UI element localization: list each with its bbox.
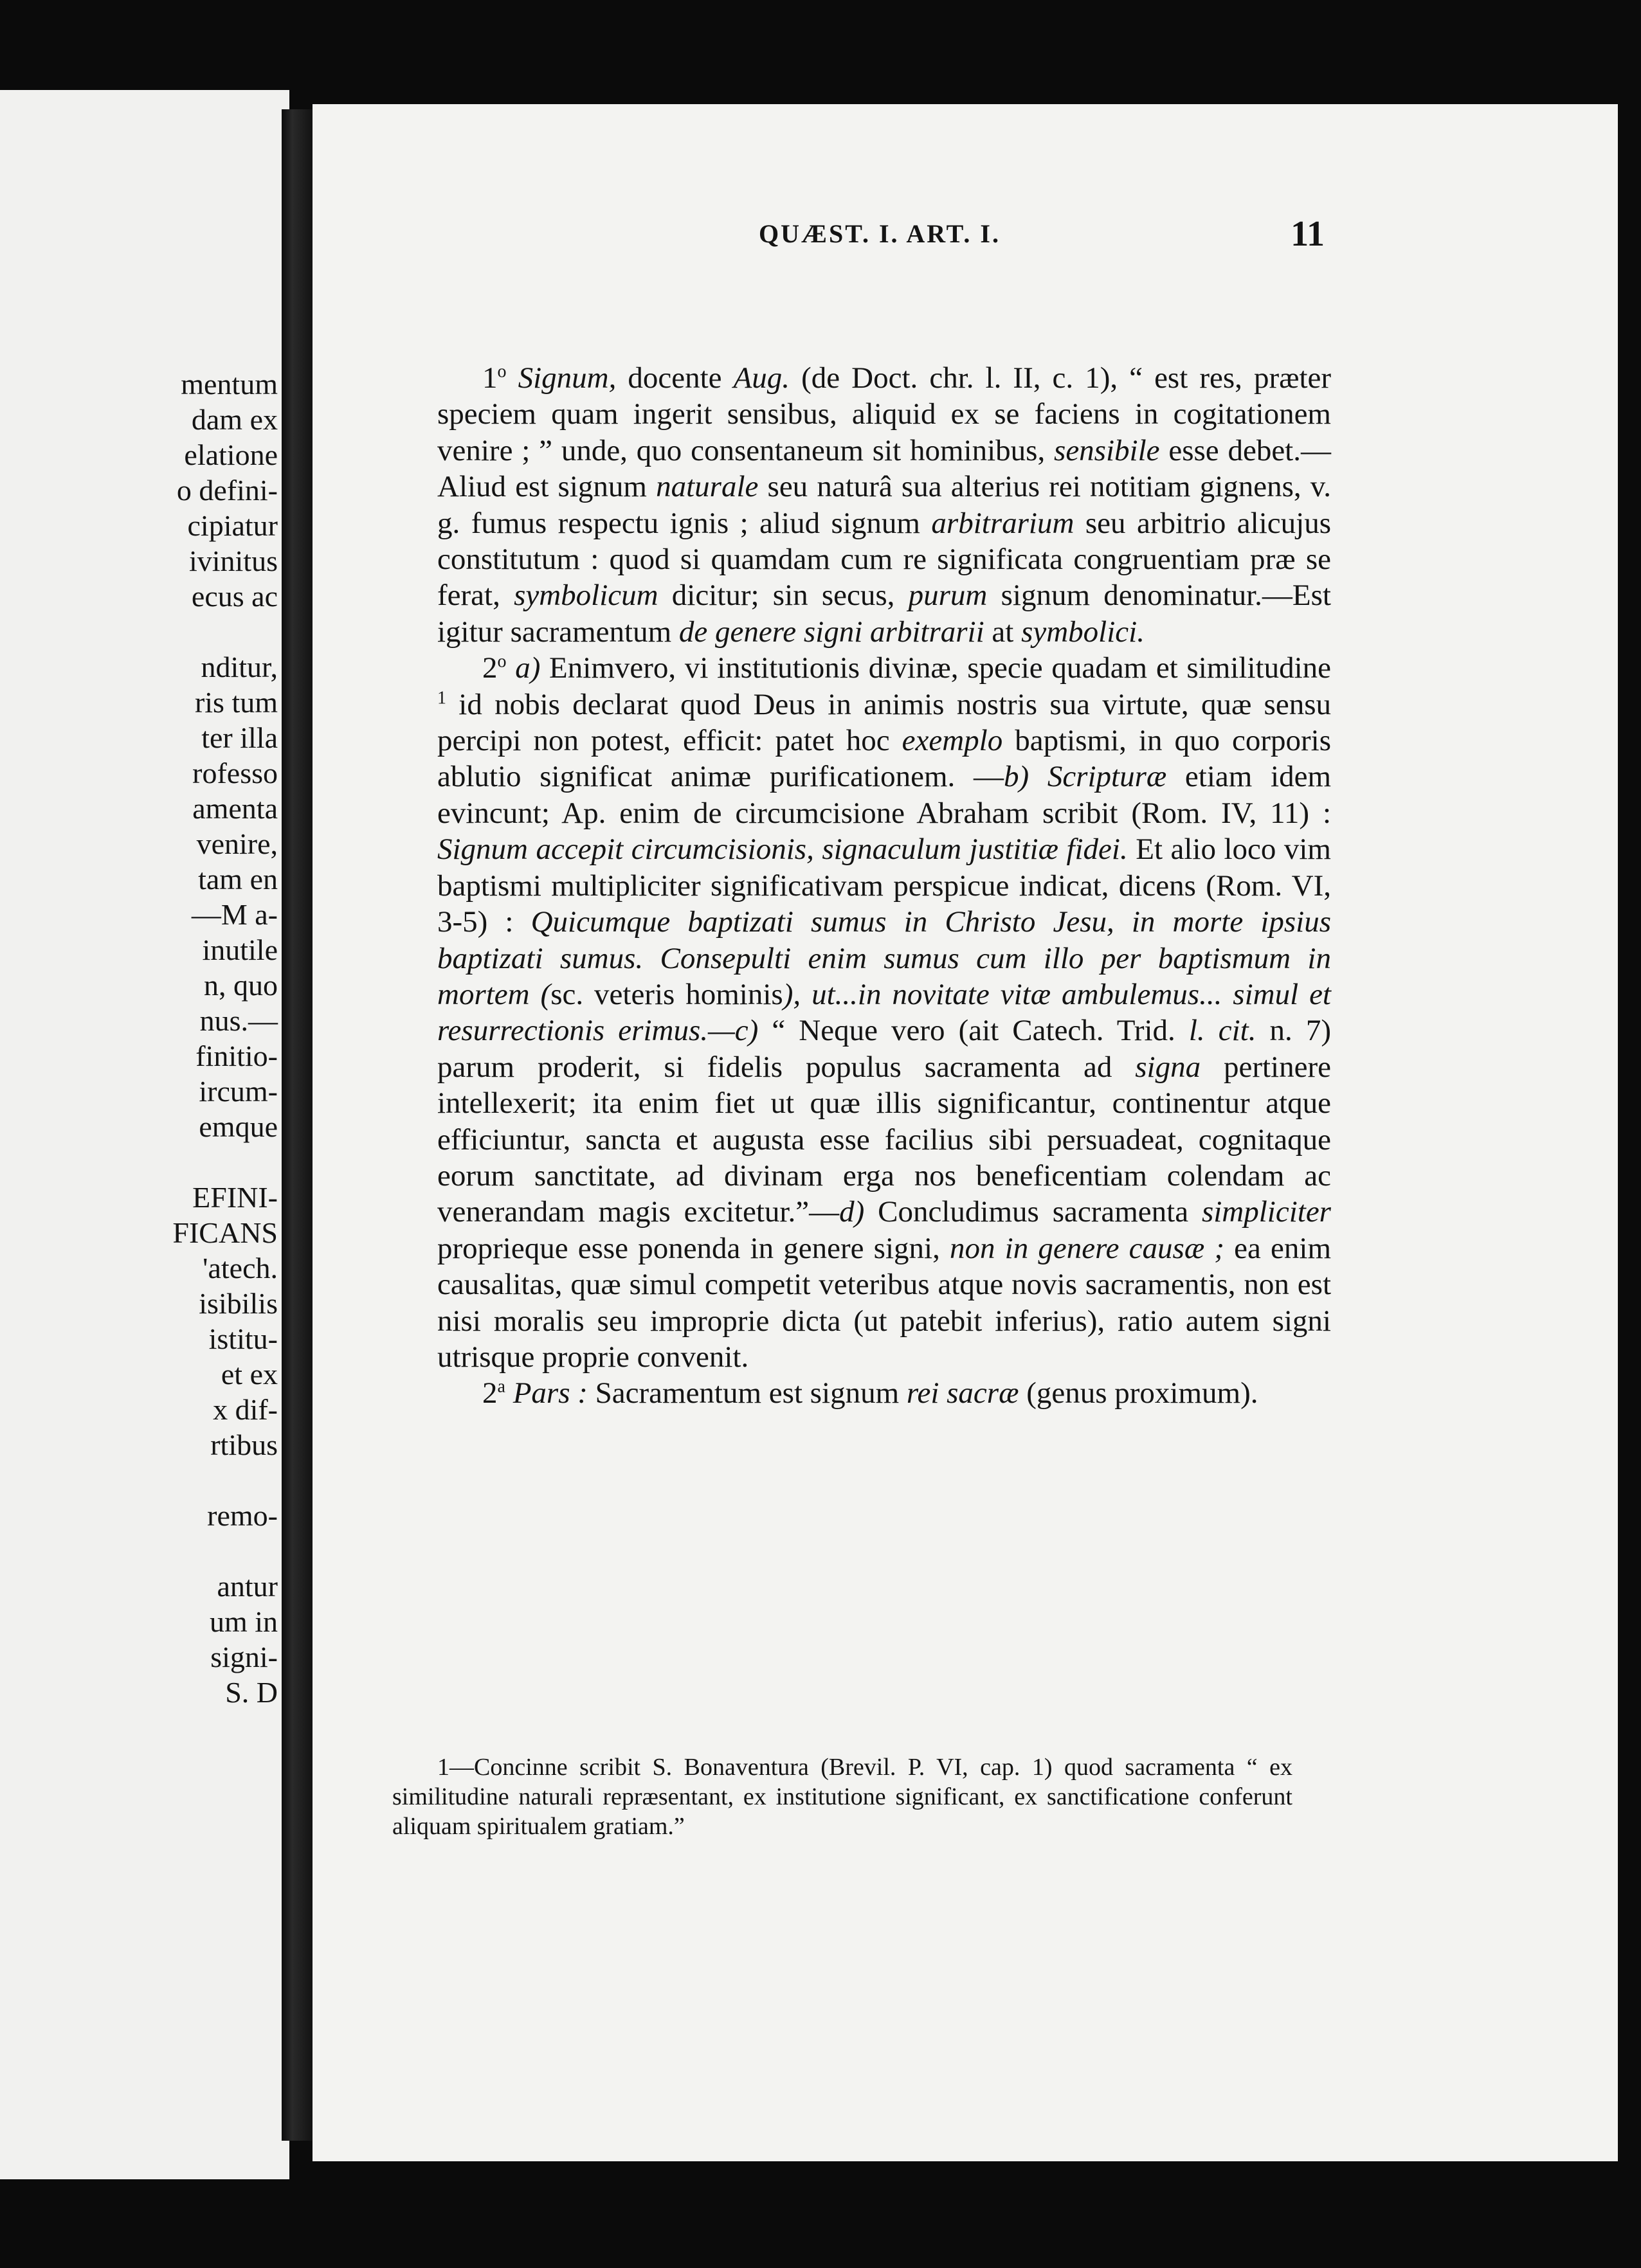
previous-page-line: amenta [192, 792, 278, 825]
previous-page-line: mentum [181, 368, 278, 401]
previous-page-line: FICANS [172, 1216, 278, 1249]
text-run: o [497, 361, 507, 382]
text-run: a [497, 1376, 505, 1397]
text-run: esse debet.—Aliud est signum [437, 433, 1331, 504]
text-run: Signum, [518, 361, 617, 395]
text-run: naturale [656, 470, 759, 504]
previous-page-line: signi- [210, 1641, 278, 1673]
previous-page-line [8, 1144, 278, 1180]
previous-page-line: rtibus [210, 1428, 278, 1461]
text-run: symbolicum [514, 579, 658, 613]
previous-page-line: inutile [202, 933, 278, 966]
previous-page-line: venire, [196, 827, 278, 860]
paragraph-signum [437, 360, 1331, 650]
text-run: sensibile [1054, 433, 1160, 467]
text-run: 2 [482, 1376, 498, 1410]
book-gutter [282, 109, 313, 2141]
previous-page-line: dam ex [191, 403, 278, 436]
text-run: a) [515, 651, 541, 685]
text-run: docente [616, 361, 734, 395]
previous-page-line [8, 1533, 278, 1569]
text-run: ea enim causalitas, quæ simul competit veteribus atque novis sacramentis, non est nisi moralis seu improprie dicta (ut patebit inferius), ratio autem signi utrisque proprie convenit. [437, 1231, 1331, 1374]
previous-page-line: ecus ac [191, 580, 278, 613]
text-run: at [984, 615, 1022, 649]
text-run: proprieque esse ponenda in genere signi, [437, 1231, 950, 1265]
previous-page-text [8, 366, 278, 1710]
previous-page-line: nditur, [201, 651, 278, 683]
previous-page-line [8, 614, 278, 649]
text-run: “ Neque vero (ait Catech. Trid. [758, 1014, 1189, 1048]
previous-page-line: ter illa [201, 721, 278, 754]
paragraph-enimvero [437, 650, 1331, 1375]
text-run: seu arbitrio alicujus constitutum : quod si quamdam cum re significata congruentiam præ se ferat, [437, 506, 1331, 613]
previous-page-line: emque [199, 1110, 278, 1143]
footnote-marker: 1 [437, 688, 446, 708]
text-run: pertinere intellexerit; ita enim fiet ut quæ illis significantur, continentur atque efficiuntur, sancta et augusta esse facilius sibi persuadeat, cognitaque eorum sanctitate, ad divinam erga nos beneficentiam colendam ac venerandam magis excitetur.”— [437, 1050, 1331, 1229]
previous-page-line: EFINI- [192, 1181, 278, 1214]
page-header [444, 214, 1325, 270]
previous-page-line: n, quo [204, 969, 278, 1002]
previous-page-line: nus.— [199, 1004, 278, 1037]
text-run: non in genere causæ ; [950, 1231, 1224, 1265]
previous-page-line: remo- [207, 1499, 278, 1532]
previous-page-line: cipiatur [187, 509, 278, 542]
text-run: l. cit. [1188, 1014, 1256, 1048]
text-run: signa [1135, 1050, 1201, 1084]
previous-page-line: tam en [198, 863, 278, 896]
text-run: Signum accepit circumcisionis, signaculum justitiæ fidei. [437, 833, 1128, 867]
text-run: o [497, 651, 507, 672]
footnote-text: 1—Concinne scribit S. Bonaventura (Brevil. P. VI, cap. 1) quod sacramenta “ ex similitudine naturali repræsentant, ex institutione significant, ex sanctificatione conferunt aliquam spiritualem gratiam.” [392, 1754, 1292, 1840]
text-run: dicitur; sin secus, [658, 579, 909, 613]
body-text [437, 360, 1331, 1412]
previous-page-line: 'atech. [203, 1252, 278, 1284]
text-run: seu naturâ sua alterius rei notitiam gignens, v. g. fumus respectu ignis ; aliud signum [437, 470, 1331, 540]
previous-page-line: x dif- [213, 1393, 278, 1426]
previous-page-line: S. D [225, 1676, 278, 1709]
text-run: baptismi, in quo corporis ablutio significat animæ purificationem. — [437, 724, 1331, 794]
text-run: (genus proximum). [1019, 1376, 1258, 1410]
text-run: n. 7) parum proderit, si fidelis populus sacramenta ad [437, 1014, 1332, 1084]
previous-page-line [8, 1462, 278, 1498]
text-run: (de Doct. chr. l. II, c. 1), “ est res, præter speciem quam ingerit sensibus, aliquid ex se faciens in cogitationem venire ; ” unde, quo consentaneum sit hominibus, [437, 361, 1332, 467]
text-run: purum [908, 579, 988, 613]
text-run: b) Scripturæ [1003, 760, 1167, 794]
text-run [505, 1376, 513, 1410]
text-run [507, 361, 518, 395]
previous-page-line: istitu- [208, 1322, 278, 1355]
text-run: symbolici. [1021, 615, 1145, 649]
previous-page-line: isibilis [199, 1287, 278, 1320]
text-run: Enimvero, vi institutionis divinæ, specie quadam et similitudine [540, 651, 1331, 685]
text-run: 2 [482, 651, 498, 685]
text-run: etiam idem evincunt; Ap. enim de circumcisione Abraham scribit (Rom. IV, 11) : [437, 760, 1332, 830]
previous-page-line: um in [209, 1605, 278, 1638]
previous-page-line: ircum- [199, 1075, 278, 1108]
text-run: simpliciter [1201, 1195, 1331, 1229]
text-run: rei sacræ [906, 1376, 1019, 1410]
text-run: Quicumque baptizati sumus in Christo Jesu, in morte ipsius baptizati sumus. Consepulti enim sumus cum illo per baptismum in mortem ( [437, 905, 1331, 1011]
previous-page-line: et ex [221, 1358, 278, 1390]
text-run: d) [839, 1195, 865, 1229]
text-run: de genere signi arbitrarii [678, 615, 984, 649]
text-run: Concludimus sacramenta [864, 1195, 1202, 1229]
text-run: id nobis declarat quod Deus in animis nostris sua virtute, quæ sensu percipi non potest, efficit: patet hoc [437, 687, 1331, 758]
previous-page-line: antur [217, 1570, 278, 1603]
text-run: signum denominatur.—Est igitur sacramentum [437, 579, 1331, 649]
previous-page-line: ivinitus [188, 544, 278, 577]
previous-page-line: finitio- [195, 1040, 278, 1072]
text-run: Aug. [733, 361, 790, 395]
text-run: arbitrarium [931, 506, 1074, 540]
running-head: QUÆST. I. ART. I. [759, 219, 1001, 248]
page-number: 11 [1291, 214, 1325, 254]
previous-page-line: o defini- [176, 474, 278, 507]
text-run: Sacramentum est signum [587, 1376, 907, 1410]
previous-page [0, 90, 289, 2179]
text-run [507, 651, 516, 685]
text-run: exemplo [902, 724, 1003, 758]
text-run: 1 [482, 361, 498, 395]
text-run: sc. veteris hominis [550, 977, 783, 1011]
previous-page-line: —M a- [191, 898, 278, 931]
text-run: Et alio loco vim baptismi multipliciter significativam perspicue indicat, dicens (Rom. VI, 3-5) : [437, 833, 1331, 939]
previous-page-line: rofesso [192, 757, 278, 789]
paragraph-pars [437, 1375, 1331, 1411]
previous-page-line: ris tum [194, 686, 278, 719]
footnote [392, 1752, 1292, 1841]
previous-page-line: elatione [184, 438, 278, 471]
text-run: ), ut...in novitate vitæ ambulemus... simul et resurrectionis erimus.—c) [437, 977, 1331, 1048]
text-run: Pars : [512, 1376, 588, 1410]
